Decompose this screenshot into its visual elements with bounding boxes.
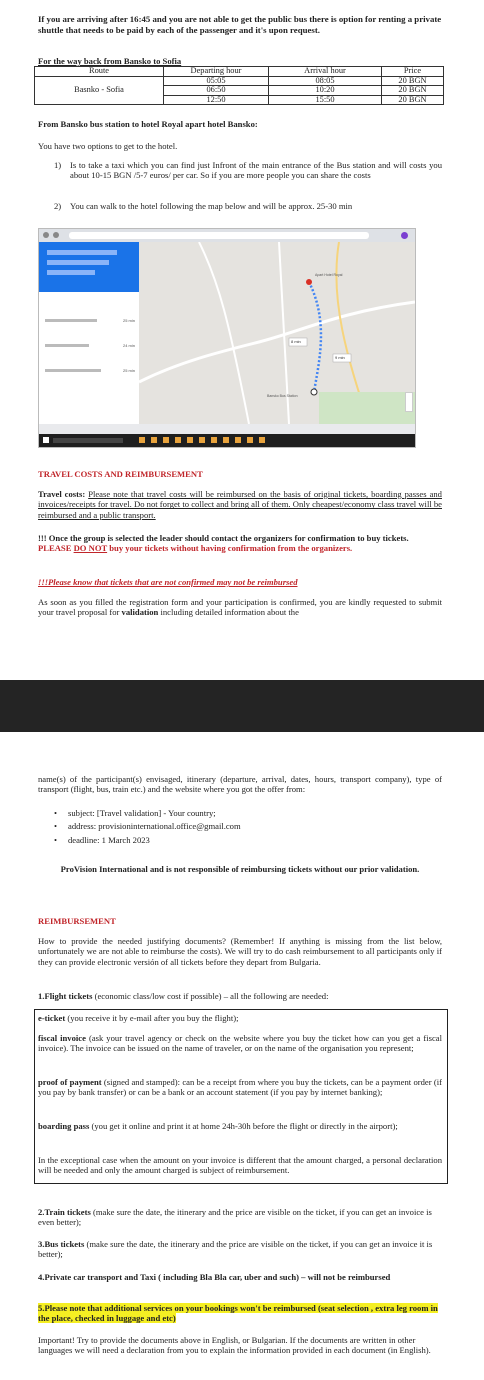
travel-costs-heading: TRAVEL COSTS AND REIMBURSEMENT (38, 469, 203, 479)
warning-text-b: PLEASE (38, 543, 72, 554)
boarding-pass-label: boarding pass (38, 1121, 90, 1131)
confirmation-warning (38, 533, 442, 554)
route-option-2 (45, 343, 135, 348)
route-badge-1: 8 min (291, 339, 301, 344)
arrival-cell: 08:05 (269, 76, 382, 86)
profile-avatar (401, 232, 408, 239)
options-intro: You have two options to get to the hotel. (38, 141, 178, 151)
list-item: • subject: [Travel validation] - Your country; (54, 808, 434, 818)
map-canvas (139, 242, 415, 424)
directions-panel (39, 242, 139, 424)
boarding-pass-text: (you get it online and print it at home 24h-30h before the flight or directly in the airport); (91, 1121, 398, 1131)
add-stop-field (47, 270, 95, 275)
warning-text-a: !!! Once the group is selected the leader should contact the organizers for confirmation to buy tickets. (38, 533, 409, 543)
flight-tickets-label: 1.Flight tickets (38, 991, 93, 1001)
fiscal-invoice-item (38, 1033, 442, 1054)
validation-continued: name(s) of the participant(s) envisaged, itinerary (departure, arrival, dates, hours, transport company), type of transport (flight, bus, train etc.) and the website where you got the offer from: (38, 774, 442, 795)
col-route: Route (35, 67, 164, 77)
route-option-3 (45, 368, 135, 373)
bus-tickets-item (38, 1239, 442, 1260)
origin-label: Bansko Bus Station (267, 394, 298, 398)
train-tickets-text: (make sure the date, the itinerary and the price are visible on the ticket, if you can get an invoice is even better); (38, 1207, 432, 1228)
route-option-3-desc (45, 369, 101, 372)
origin-field (47, 250, 117, 255)
bus-tickets-label: 3.Bus tickets (38, 1239, 85, 1249)
route-option-2-desc (45, 344, 89, 347)
windows-taskbar (39, 434, 415, 447)
route-table (34, 66, 444, 105)
table-row (35, 76, 444, 86)
destination-field (47, 260, 109, 265)
list-item: • deadline: 1 March 2023 (54, 835, 434, 845)
list-item: • address: provisioninternational.office@gmail.com (54, 821, 434, 831)
exception-note: In the exceptional case when the amount on your invoice is different that the amount charged, a personal declaration will be needed and only the amount charged is subject of reimbursement. (38, 1155, 442, 1176)
arrival-cell: 10:20 (269, 86, 382, 96)
option-2-text: You can walk to the hotel following the map below and will be approx. 25-30 min (70, 201, 353, 211)
document-page-1 (0, 0, 484, 680)
validation-text-b: validation (121, 607, 159, 618)
travel-costs-paragraph (38, 489, 442, 520)
fiscal-invoice-label: fiscal invoice (38, 1033, 86, 1043)
flight-tickets-text: (economic class/low cost if possible) – all the following are needed: (94, 991, 329, 1001)
disclaimer: ProVision International and is not responsible of reimbursing tickets without our prior validation. (60, 864, 420, 874)
flight-tickets-line (38, 991, 442, 1001)
option-1-text: Is to take a taxi which you can find just Infront of the main entrance of the Bus station and will costs you about 10-15 BGN /5-7 euros/ per car. So if you are more people you can share the costs (70, 160, 442, 181)
additional-services-note (38, 1303, 442, 1324)
option-1-number: 1) (54, 160, 62, 170)
warning-text-d: buy your tickets without having confirmation from the organizers. (109, 543, 353, 554)
important-note: Important! Try to provide the documents above in English, or Bulgarian. If the documents are written in other languages we will need a declaration from you to explain the information provided in each document (in English). (38, 1335, 431, 1356)
eticket-text: (you receive it by e-mail after you buy the flight); (67, 1013, 239, 1023)
travel-costs-label: Travel costs: (38, 489, 86, 499)
validation-text-c: including detailed information about the (160, 607, 299, 618)
arrival-cell: 15:50 (269, 95, 382, 105)
private-car-note: 4.Private car transport and Taxi ( including Bla Bla car, uber and such) – will not be reimbursed (38, 1272, 391, 1282)
destination-label: Apart Hotel Royal (315, 273, 343, 277)
route-name: Basnko - Sofia (35, 76, 164, 105)
browser-reload-icon (53, 232, 59, 238)
option-2-number: 2) (54, 201, 62, 211)
directions-header (39, 242, 139, 292)
route-option-1-desc (45, 319, 97, 322)
taskbar-search (53, 438, 123, 443)
price-cell: 20 BGN (382, 76, 444, 86)
train-tickets-label: 2.Train tickets (38, 1207, 91, 1217)
page-separator (0, 680, 484, 732)
validation-paragraph (38, 597, 442, 618)
browser-bar (39, 229, 415, 242)
col-arrival: Arrival hour (269, 67, 382, 77)
route-option-2-time: 24 min (122, 343, 135, 348)
train-tickets-item (38, 1207, 442, 1228)
warning-text-c: DO NOT (73, 543, 108, 554)
additional-services-text: 5.Please note that additional services on your bookings won't be reimbursed (seat selection , extra leg room in the place, checked in luggage and etc) (38, 1303, 438, 1324)
proof-of-payment-text: (signed and stamped): can be a receipt from where you buy the tickets, can be a payment order (if you pay by bank transfer) or can be a bank or an account statement (if you pay by internet banking); (38, 1077, 442, 1098)
boarding-pass-item (38, 1121, 442, 1131)
reimbursement-intro: How to provide the needed justifying documents? (Remember! If anything is missing from the list below, unfortunately we are not able to reimburse the costs). We will try to do cash reimbursement to all participants only if they can provide electronic versión of all tickets before they depart from Bulgaria. (38, 936, 442, 967)
fiscal-invoice-text: (ask your travel agency or check on the website where you buy the ticket how can you get a fiscal invoice). The invoice can be issued on the name of traveler, or on the name of the organisation you represent; (38, 1033, 442, 1054)
route-option-3-time: 25 min (122, 368, 135, 373)
return-heading: For the way back from Bansko to Sofia (38, 56, 182, 66)
validation-text-a: As soon as you filled the registration form and your participation is confirmed, you are kindly requested to submit your travel proposal for (38, 597, 442, 618)
price-cell: 20 BGN (382, 86, 444, 96)
reimbursement-heading: REIMBURSEMENT (38, 916, 116, 926)
address-bar (69, 232, 369, 239)
proof-of-payment-label: proof of payment (38, 1077, 102, 1087)
bus-tickets-text: (make sure the date, the itinerary and the price are visible on the ticket, if you can get an invoice it is better); (38, 1239, 433, 1260)
departing-cell: 06:50 (164, 86, 269, 96)
route-option-1-time: 25 min (122, 318, 135, 323)
route-badge-2: 9 min (335, 355, 345, 360)
taskbar-apps (139, 437, 269, 443)
eticket-item (38, 1013, 442, 1023)
route-option-1 (45, 318, 135, 323)
eticket-label: e-ticket (38, 1013, 66, 1023)
windows-start-icon (43, 437, 49, 443)
validation-email-details (54, 808, 434, 845)
route-table-header (35, 67, 444, 77)
proof-of-payment-item (38, 1077, 442, 1098)
departing-cell: 05:05 (164, 76, 269, 86)
hotel-heading: From Bansko bus station to hotel Royal apart hotel Bansko: (38, 119, 258, 129)
col-price: Price (382, 67, 444, 77)
travel-costs-text: Please note that travel costs will be reimbursed on the basis of original tickets, boarding passes and invoices/receipts for travel. Do not forget to collect and bring all of them. Only cheapest/economy class travel will be reimbursed and a public transport. (38, 489, 442, 520)
departing-cell: 12:50 (164, 95, 269, 105)
browser-back-icon (43, 232, 49, 238)
not-confirmed-note: !!!Please know that tickets that are not confirmed may not be reimbursed (38, 577, 298, 587)
price-cell: 20 BGN (382, 95, 444, 105)
zoom-control (405, 392, 413, 412)
shuttle-note: If you are arriving after 16:45 and you are not able to get the public bus there is option for renting a private shuttle that needs to be paid by each of the passenger and it's upon request. (38, 14, 442, 35)
col-departing: Departing hour (164, 67, 269, 77)
walking-route-map (38, 228, 416, 448)
